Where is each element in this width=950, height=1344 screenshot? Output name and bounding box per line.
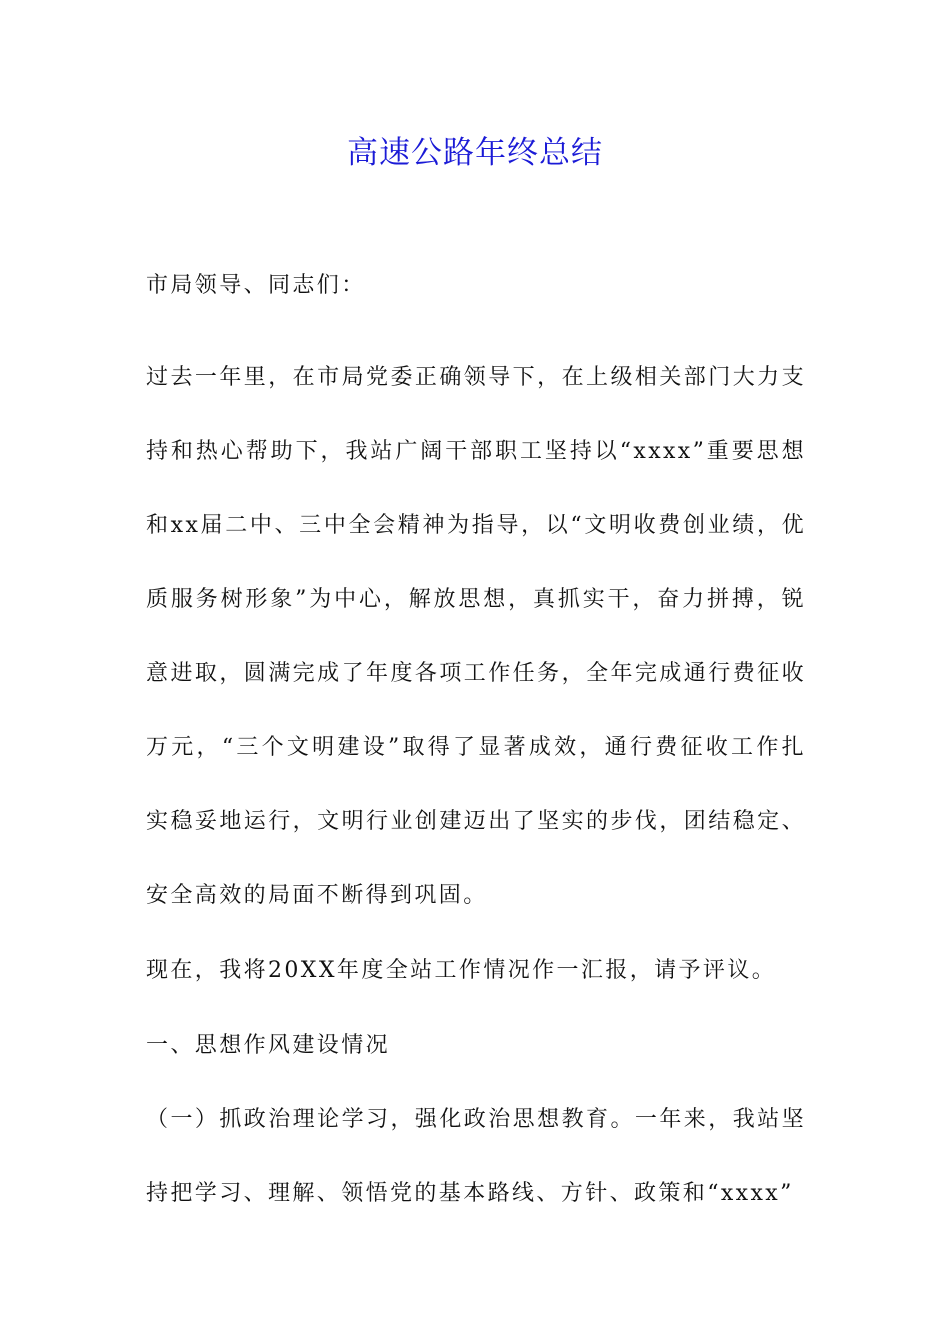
- salutation: 市局领导、同志们：: [146, 273, 366, 298]
- section-heading-ideology: 一、思想作风建设情况: [146, 1033, 391, 1058]
- paragraph-political-study: （一）抓政治理论学习，强化政治思想教育。一年来，我站坚持把学习、理解、领悟党的基本路线、方针、政策和“xxxx”: [146, 1107, 806, 1206]
- paragraph-report-note: 现在，我将20XX年度全站工作情况作一汇报，请予评议。: [146, 958, 777, 983]
- paragraph-intro: 过去一年里，在市局党委正确领导下，在上级相关部门大力支持和热心帮助下，我站广阔干部职工坚持以“xxxx”重要思想和xx届二中、三中全会精神为指导，以“文明收费创业绩，优质服务树形象”为中心，解放思想，真抓实干，奋力拼搏，锐意进取，圆满完成了年度各项工作任务，全年完成通行费征收万元，“三个文明建设”取得了显著成效，通行费征收工作扎实稳妥地运行，文明行业创建迈出了坚实的步伐，团结稳定、安全高效的局面不断得到巩固。: [146, 365, 806, 908]
- document-title: 高速公路年终总结: [347, 135, 603, 171]
